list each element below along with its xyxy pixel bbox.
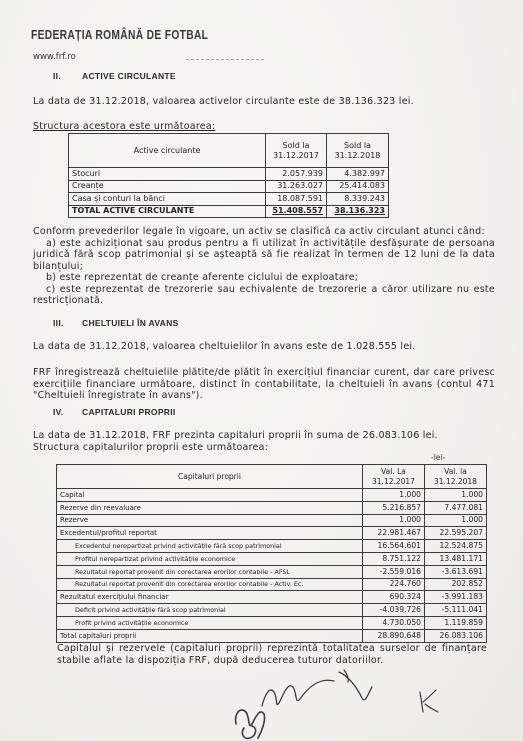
value-2018 xyxy=(327,205,389,218)
table-row-total xyxy=(69,205,389,218)
table-row-capital xyxy=(57,489,487,502)
table-row-stocuri xyxy=(69,168,389,181)
criteria-item-c: c) este reprezentat de trezorerie sau echivalente de trezorerie a căror utilizare nu este restricționată. xyxy=(33,283,495,306)
section-title: ACTIVE CIRCULANTE xyxy=(82,71,176,81)
row-label: Profitul nerepartizat privind activitățile economice xyxy=(57,552,363,565)
criteria-item-a: a) este achiziționat sau produs pentru a fi utilizat în activitățile desfășurate de persoana juridică fără scop patrimonial și se așteaptă să fie realizat în termen de 12 luni de la data bilanțului; xyxy=(33,237,495,272)
row-label: Casa și conturi la bănci xyxy=(69,193,266,206)
section-number: III. xyxy=(53,318,64,328)
row-label: Excedentul/profitul reportat xyxy=(57,527,363,540)
table-row-total xyxy=(57,629,487,642)
column-header-label: Active circulante xyxy=(69,134,266,168)
value-2017: -2.559.016 xyxy=(363,565,425,578)
header-rule xyxy=(186,59,264,60)
value-2017: 22.981.467 xyxy=(363,527,425,540)
row-label: Excedentul nerepartizat privind activitățile fără scop patrimonial xyxy=(57,540,363,553)
table-row-rezerve-reevaluare xyxy=(57,501,487,514)
table-row-excedent-nerepartizat xyxy=(57,540,487,553)
value-2017: 690.324 xyxy=(363,591,425,604)
row-label: TOTAL ACTIVE CIRCULANTE xyxy=(69,205,266,218)
value-2018: 8.339.243 xyxy=(327,193,389,206)
currency-unit: -lei- xyxy=(431,453,446,462)
row-label: Deficit privind activitățile fără scop patrimonial xyxy=(57,604,363,617)
column-header-label: Capitaluri proprii xyxy=(57,465,363,489)
column-header-2017: Sold la 31.12.2017 xyxy=(266,134,327,168)
value-2017: 4.730.050 xyxy=(363,616,425,629)
initials-mark xyxy=(420,690,438,712)
section-heading-capitaluri-proprii xyxy=(53,407,176,417)
value-2017: 1.000 xyxy=(363,514,425,527)
value-2017: 28.890.648 xyxy=(363,629,425,642)
criteria-item-b: b) este reprezentat de creanțe aferente ciclului de exploatare; xyxy=(46,272,359,283)
row-label: Rezerve din reevaluare xyxy=(57,501,363,514)
row-label: Capital xyxy=(57,489,363,502)
total-value-2017: 51.408.557 xyxy=(272,206,323,216)
capitaluri-intro: La data de 31.12.2018, FRF prezinta capitaluri proprii în suma de 26.083.106 lei. xyxy=(33,430,438,441)
value-2017: 224.760 xyxy=(363,578,425,591)
organization-name: FEDERAȚIA ROMÂNĂ DE FOTBAL xyxy=(31,28,209,42)
section-title: CHELTUIELI ÎN AVANS xyxy=(82,318,179,328)
value-2017 xyxy=(266,205,327,218)
column-header-2017: Val. La 31.12.2017 xyxy=(363,465,425,489)
table-row-excedent-reportat xyxy=(57,527,487,540)
value-2018: -3.991.183 xyxy=(425,591,487,604)
value-2017: -4.039.726 xyxy=(363,604,425,617)
signatures xyxy=(0,668,523,741)
value-2017: 8.751.122 xyxy=(363,552,425,565)
signature-bottom xyxy=(236,710,265,738)
section-number: II. xyxy=(53,71,61,81)
section-title: CAPITALURI PROPRII xyxy=(82,407,176,417)
website: www.frf.ro xyxy=(33,52,76,62)
table-row-rezultat-afsl xyxy=(57,565,487,578)
signature-center xyxy=(262,680,334,706)
value-2017: 31.263.027 xyxy=(266,180,327,193)
structure-label-text: Structura acestora este următoarea: xyxy=(33,121,216,132)
value-2017: 2.057.939 xyxy=(266,168,327,181)
table-header-row xyxy=(69,134,389,168)
table-header-row xyxy=(57,465,487,489)
row-label: Stocuri xyxy=(69,168,266,181)
cheltuieli-intro: La data de 31.12.2018, valoarea cheltuielilor în avans este de 1.028.555 lei. xyxy=(33,341,416,352)
value-2018: 4.382.997 xyxy=(327,168,389,181)
section-heading-active-circulante xyxy=(53,71,176,81)
table-row-rezerve xyxy=(57,514,487,527)
table-row-casa-banci xyxy=(69,193,389,206)
row-label: Profit privind activitățile economice xyxy=(57,616,363,629)
row-label: Total capitaluri proprii xyxy=(57,629,363,642)
value-2017: 1.000 xyxy=(363,489,425,502)
value-2018: -5.111.041 xyxy=(425,604,487,617)
capitaluri-conclusion: Capitalul și rezervele (capitaluri proprii) reprezintă totalitatea surselor de finanțare stabile aflate la dispoziția FRF, după deducerea tuturor datoriilor. xyxy=(57,643,487,666)
value-2018: 1.000 xyxy=(425,514,487,527)
row-label: Creanțe xyxy=(69,180,266,193)
section-heading-cheltuieli-in-avans xyxy=(53,318,179,328)
row-label: Rezultatul reportat provenit din corectarea erorilor contabile - Activ. Ec. xyxy=(57,578,363,591)
value-2018: 7.477.081 xyxy=(425,501,487,514)
active-circulante-intro: La data de 31.12.2018, valoarea activelor circulante este de 38.136.323 lei. xyxy=(33,96,414,107)
capitaluri-proprii-table xyxy=(56,464,487,643)
active-circulante-structure-label xyxy=(33,121,215,133)
value-2018: 26.083.106 xyxy=(425,629,487,642)
column-header-2018: Val. la 31.12.2018 xyxy=(425,465,487,489)
value-2018: 22.595.207 xyxy=(425,527,487,540)
criteria-intro: Conform prevederilor legale în vigoare, un activ se clasifică ca activ circulant atunci când: xyxy=(33,226,485,237)
capitaluri-intro-block xyxy=(33,430,495,453)
row-label: Rezultatul exercițiului financiar xyxy=(57,591,363,604)
row-label: Rezultatul reportat provenit din corectarea erorilor contabile - AFSL xyxy=(57,565,363,578)
value-2018: 12.524.875 xyxy=(425,540,487,553)
table-row-creante xyxy=(69,180,389,193)
classification-criteria xyxy=(33,226,495,307)
signature-right xyxy=(339,670,372,700)
row-label: Rezerve xyxy=(57,514,363,527)
value-2017: 16.564.601 xyxy=(363,540,425,553)
table-row-rezultat-activ-ec xyxy=(57,578,487,591)
active-circulante-table xyxy=(68,133,389,218)
section-number: IV. xyxy=(53,407,64,417)
value-2017: 18.087.591 xyxy=(266,193,327,206)
value-2017: 5.216.857 xyxy=(363,501,425,514)
table-row-profit-nerepartizat xyxy=(57,552,487,565)
table-row-rezultat-exercitiu xyxy=(57,591,487,604)
table-row-deficit xyxy=(57,604,487,617)
value-2018: 13.481.171 xyxy=(425,552,487,565)
capitaluri-structure-label: Structura capitalurilor proprii este următoarea: xyxy=(33,441,269,453)
column-header-2018: Sold la 31.12.2018 xyxy=(327,134,389,168)
value-2018: 1.000 xyxy=(425,489,487,502)
value-2018: 25.414.083 xyxy=(327,180,389,193)
value-2018: -3.613.691 xyxy=(425,565,487,578)
cheltuieli-description: FRF înregistrează cheltuielile plătite/de plătit în exercițiul financiar curent, dar care privesc exercițiile financiare următoare, distinct în contabilitate, la cheltuieli în avans (contul 471 "Cheltuieli înregistrate în avans"). xyxy=(33,367,495,401)
value-2018: 202.852 xyxy=(425,578,487,591)
total-value-2018: 38.136.323 xyxy=(334,206,385,216)
table-row-profit-economic xyxy=(57,616,487,629)
value-2018: 1.119.859 xyxy=(425,616,487,629)
